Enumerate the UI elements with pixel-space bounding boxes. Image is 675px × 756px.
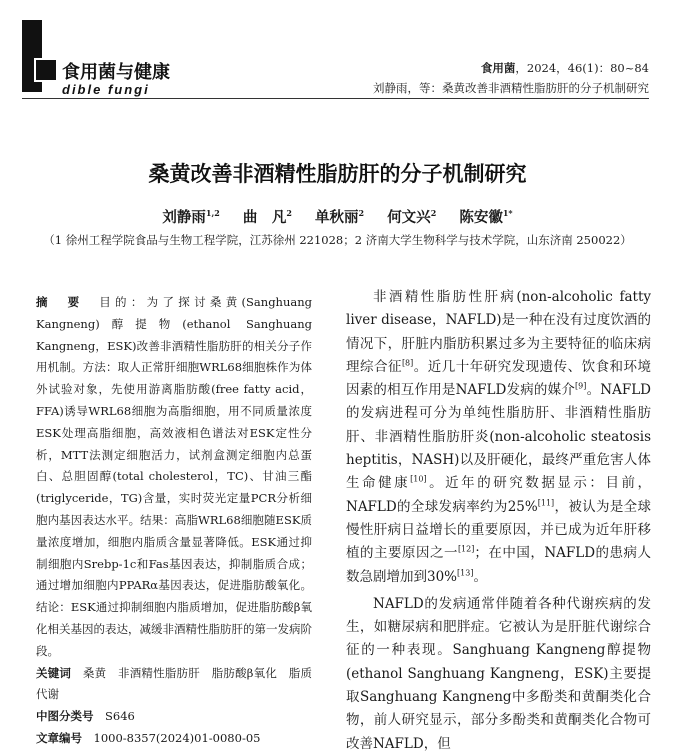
abstract [36, 292, 312, 663]
body-paragraph: 非酒精性脂肪性肝病(non-alcoholic fatty liver disease，NAFLD)是一种在没有过度饮酒的情况下，肝脏内脂肪积累过多为主要特征的临床病理综合征[8]。近几十年研究发现遗传、饮食和环境因素的相互作用是NAFLD发病的媒介[9]。NAFLD的发病进程可分为单纯性脂肪肝、非酒精性脂肪肝、非酒精性脂肪肝炎(non-alcoholic steatosis heptitis，NASH)以及肝硬化，最终严重危害人体生命健康[10]。近年的研究数据显示：目前，NAFLD的全球发病率约为25%[11]，被认为是全球慢性肝病日益增长的重要原因，并已成为近年肝移植的主要原因之一[12]；在中国，NAFLD的患病人数急剧增加到30%[13]。 [346, 289, 652, 585]
header-rule [22, 98, 649, 99]
article-number-value: 1000-8357(2024)01-0080-05 [93, 730, 261, 745]
abstract-text: 目的：为了探讨桑黄(Sanghuang Kangneng)醇提物(ethanol Sanghuang Kangneng，ESK)改善非酒精性脂肪肝的相关分子作用机制。方法：取人正常肝细胞WRL68细胞株作为体外试验对象，先使用游离脂肪酸(free fatty acid，FFA)诱导WRL68细胞为高脂细胞，用不同质量浓度ESK处理高脂细胞，高效液相色谱法对ESK定性分析，MTT法测定细胞活力，试剂盒测定细胞内总蛋白、总胆固醇(total cholesterol，TC)、甘油三酯(triglyceride，TG)含量，实时荧光定量PCR分析细胞内基因表达水平。结果：高脂WRL68细胞随ESK质量浓度增加，细胞内脂质含量显著降低。ESK通过抑制细胞内Srebp-1c和Fas基因表达，抑制脂质合成；通过增加细胞内PPARα基因表达，促进脂肪酸氧化。结论：ESK通过抑制细胞内脂质增加，促进脂肪酸β氧化相关基因的表达，减缓非酒精性脂肪肝的第一发病阶段。 [36, 295, 312, 658]
abstract-label: 摘 要 [36, 295, 84, 309]
citation-volume: ，2024，46(1)：80~84 [515, 61, 649, 75]
citation-line [481, 60, 649, 76]
article-number [36, 728, 312, 750]
journal-name-en: dible fungi [62, 82, 150, 97]
author: 曲 凡$^2$ [242, 208, 292, 226]
body-paragraph: NAFLD的发病通常伴随着各种代谢疾病的发生，如糖尿病和肥胖症。它被认为是肝脏代谢综合征的一种表现。Sanghuang Kangneng醇提物(ethanol Sanghuang Kangneng，ESK)主要提取Sanghuang Kangneng中多酚类和黄酮类化合物，前人研究显示，部分多酚类和黄酮类化合物可改善NAFLD，但 [346, 595, 651, 752]
article-number-label: 文章编号 [36, 730, 82, 745]
citation-ref[interactable]: [13] [457, 568, 474, 578]
article-title: 桑黄改善非酒精性脂肪肝的分子机制研究 [148, 162, 527, 186]
citation-ref[interactable]: [8] [401, 358, 414, 368]
keywords [36, 663, 312, 707]
citation-ref[interactable]: [9] [575, 381, 587, 391]
citation-ref[interactable]: [11] [537, 498, 555, 508]
affiliations: （1 徐州工程学院食品与生物工程学院，江苏徐州 221028；2 济南大学生物科学与技术学院，山东济南 250022） [43, 233, 632, 247]
running-head: 刘静雨，等：桑黄改善非酒精性脂肪肝的分子机制研究 [373, 81, 649, 95]
author: 何文兴$^2$ [387, 208, 437, 226]
abstract-column [36, 292, 312, 750]
citation-brand: 食用菌 [480, 61, 516, 75]
author: 刘静雨$^{1,2}$ [162, 208, 220, 226]
body-column [346, 286, 651, 756]
keywords-label: 关键词 [36, 665, 72, 680]
author: 陈安徽$^{1*}$ [459, 208, 513, 226]
journal-name-cn: 食用菌与健康 [62, 62, 170, 83]
citation-ref[interactable]: [12] [457, 544, 475, 554]
clc-number [36, 706, 312, 728]
clc-value: S646 [105, 709, 135, 724]
clc-label: 中图分类号 [36, 709, 94, 724]
citation-ref[interactable]: [10] [410, 474, 427, 484]
author: 单秋丽$^2$ [315, 208, 365, 226]
journal-logo-mark [34, 58, 58, 82]
author-list [0, 206, 675, 227]
keywords-text: 桑黄 非酒精性脂肪肝 脂肪酸β氧化 脂质代谢 [36, 665, 313, 702]
